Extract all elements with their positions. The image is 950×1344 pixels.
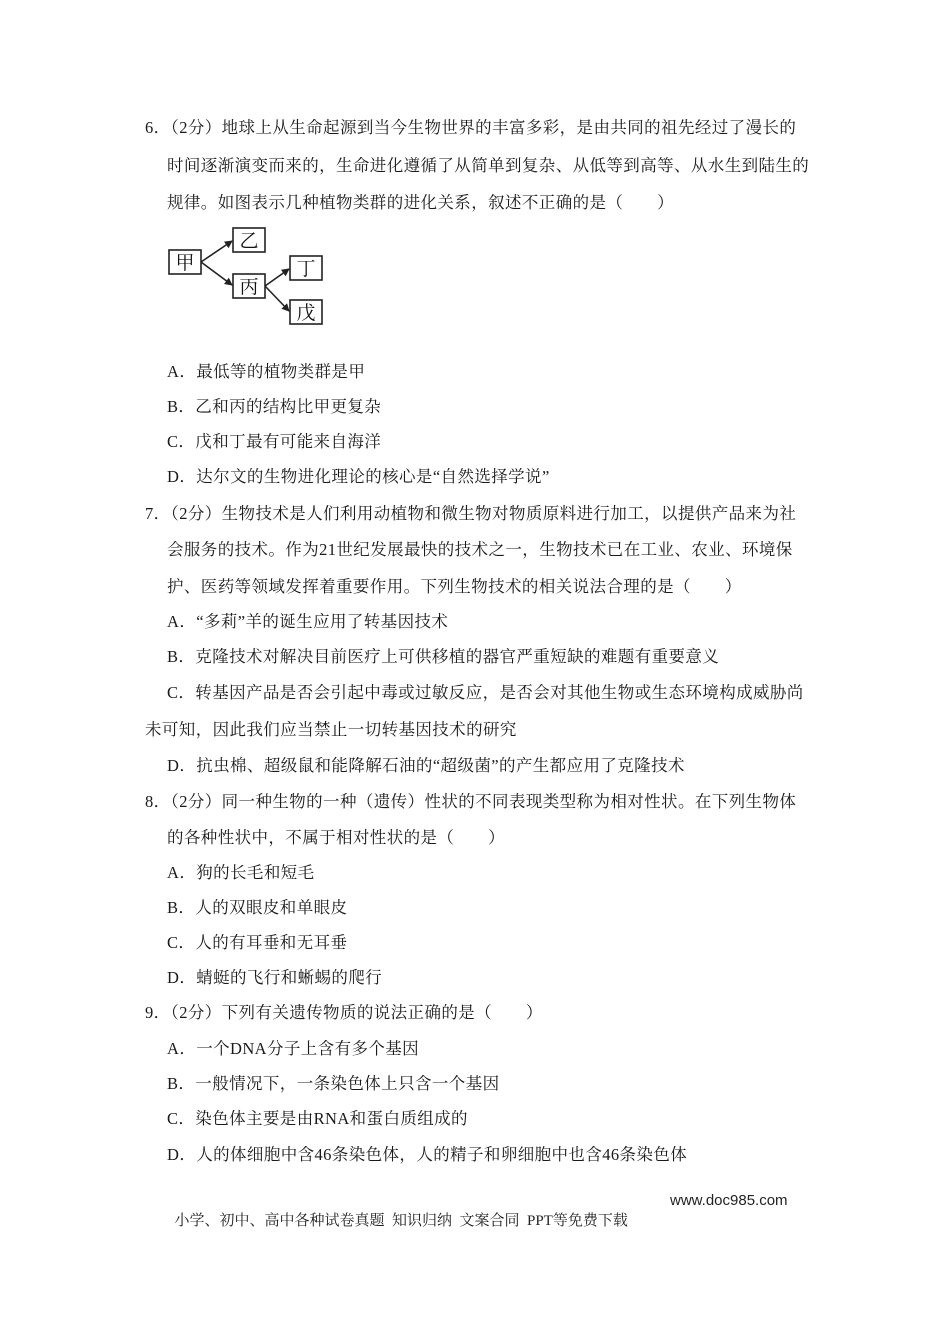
node-jia <box>169 250 201 274</box>
q8-option-b: B．人的双眼皮和单眼皮 <box>167 898 348 917</box>
q8-stem-line-1: 8．（2分）同一种生物的一种（遗传）性状的不同表现类型称为相对性状。在下列生物体 <box>145 792 797 811</box>
q7-option-c-continued: 未可知，因此我们应当禁止一切转基因技术的研究 <box>145 720 517 739</box>
q9-stem-line-1: 9．（2分）下列有关遗传物质的说法正确的是（ ） <box>145 1003 543 1022</box>
arrow-jia-to-bing <box>201 262 232 285</box>
node-yi-label: 乙 <box>239 231 259 252</box>
q7-option-d: D．抗虫棉、超级鼠和能降解石油的“超级菌”的产生都应用了克隆技术 <box>167 756 685 775</box>
node-ding <box>290 256 322 280</box>
q8-option-c: C．人的有耳垂和无耳垂 <box>167 933 348 952</box>
node-ding-label: 丁 <box>296 259 316 280</box>
q8-option-d: D．蜻蜓的飞行和蜥蜴的爬行 <box>167 968 383 987</box>
page-footer <box>167 1191 788 1229</box>
q8-stem-line-2: 的各种性状中，不属于相对性状的是（ ） <box>167 828 505 847</box>
arrow-bing-to-ding <box>265 269 289 286</box>
q6-option-b: B．乙和丙的结构比甲更复杂 <box>167 397 382 416</box>
evolution-diagram <box>160 222 330 330</box>
arrow-bing-to-wu <box>265 286 289 311</box>
footer-text: 小学、初中、高中各种试卷真题 知识归纳 文案合同 PPT等免费下载 <box>174 1213 628 1229</box>
footer-url: www.doc985.com <box>670 1192 788 1209</box>
q9-option-d: D．人的体细胞中含46条染色体，人的精子和卵细胞中也含46条染色体 <box>167 1145 688 1164</box>
q6-stem-line-2: 时间逐渐演变而来的，生命进化遵循了从简单到复杂、从低等到高等、从水生到陆生的 <box>167 156 810 175</box>
q9-option-c: C．染色体主要是由RNA和蛋白质组成的 <box>167 1109 468 1128</box>
q6-option-d: D．达尔文的生物进化理论的核心是“自然选择学说” <box>167 467 550 486</box>
node-bing <box>233 274 265 298</box>
q9-option-b: B．一般情况下，一条染色体上只含一个基因 <box>167 1074 500 1093</box>
q6-option-c: C．戊和丁最有可能来自海洋 <box>167 432 382 451</box>
node-bing-label: 丙 <box>239 277 259 298</box>
q7-stem-line-3: 护、医药等领域发挥着重要作用。下列生物技术的相关说法合理的是（ ） <box>167 577 742 596</box>
q8-option-a: A．狗的长毛和短毛 <box>167 863 315 882</box>
node-jia-label: 甲 <box>175 253 195 274</box>
q6-stem-line-3: 规律。如图表示几种植物类群的进化关系，叙述不正确的是（ ） <box>167 193 674 212</box>
q9-option-a: A．一个DNA分子上含有多个基因 <box>167 1039 420 1058</box>
q7-stem-line-2: 会服务的技术。作为21世纪发展最快的技术之一，生物技术已在工业、农业、环境保 <box>167 540 793 559</box>
node-wu <box>290 300 322 324</box>
q7-option-c: C．转基因产品是否会引起中毒或过敏反应，是否会对其他生物或生态环境构成威胁尚 <box>167 683 804 702</box>
arrow-jia-to-yi <box>201 241 232 262</box>
node-yi <box>233 228 265 252</box>
node-wu-label: 戊 <box>296 303 316 324</box>
q6-option-a: A．最低等的植物类群是甲 <box>167 362 366 381</box>
q7-option-b: B．克隆技术对解决目前医疗上可供移植的器官严重短缺的难题有重要意义 <box>167 647 720 666</box>
q7-stem-line-1: 7．（2分）生物技术是人们利用动植物和微生物对物质原料进行加工，以提供产品来为社 <box>145 504 797 523</box>
q7-option-a: A．“多莉”羊的诞生应用了转基因技术 <box>167 612 449 631</box>
q6-stem-line-1: 6．（2分）地球上从生命起源到当今生物世界的丰富多彩，是由共同的祖先经过了漫长的 <box>145 118 797 137</box>
